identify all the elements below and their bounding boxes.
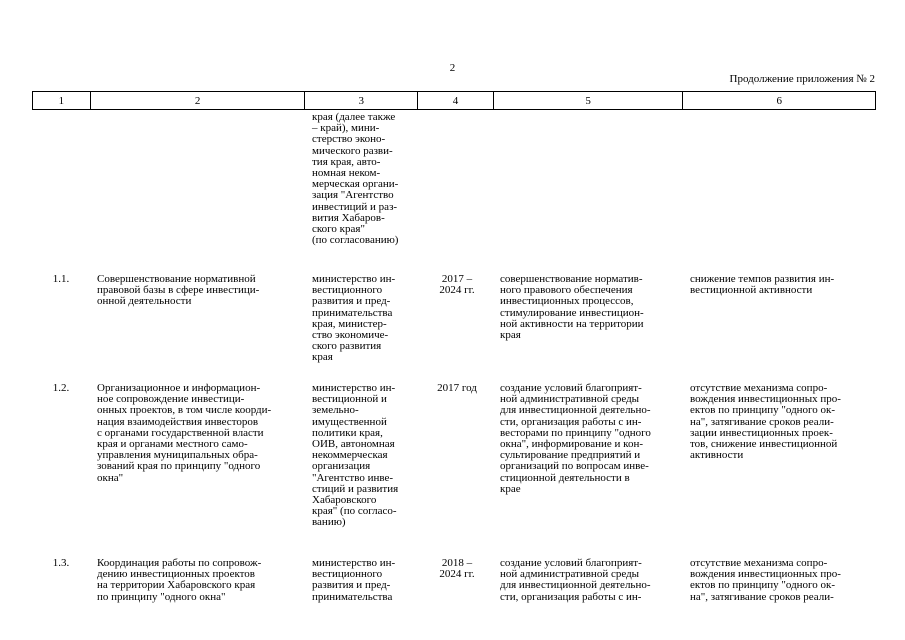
header-col-1: 1 xyxy=(33,92,91,109)
row-period: 2017 год xyxy=(437,382,477,394)
row-title: Организационное и информацион- ное сопровождение инвестици- онных проектов, в том числе коорди- нация взаимодействия инвесторов с органами государственной власти края и органами местного само- управления муниципальных обра- зований края по принципу "одного окна" xyxy=(97,382,272,484)
row-result: создание условий благоприят- ной административной среды для инвестиционной деятельно- сти, организация работы с ин- весторами по принципу "одного окна", информирование и кон- сультирование предприятий и организаций по вопросам инве- стиционной деятельности в крае xyxy=(500,382,651,495)
header-col-3: 3 xyxy=(305,92,418,109)
carryover-executors: края (далее также – край), мини- стерство эконо- мического разви- тия края, авто- номная неком- мерческая органи- зация "Агентство инвестиций и раз- вития Хабаров- ского края" (по согласованию) xyxy=(312,111,399,247)
row-result: создание условий благоприят- ной административной среды для инвестиционной деятельно- сти, организация работы с ин- xyxy=(500,557,651,603)
row-title: Совершенствование нормативной правовой базы в сфере инвестици- онной деятельности xyxy=(97,273,260,308)
row-title: Координация работы по сопровож- дению инвестиционных проектов на территории Хабаровского края по принципу "одного окна" xyxy=(97,557,262,603)
header-col-6: 6 xyxy=(776,95,782,107)
row-number: 1.2. xyxy=(52,382,70,394)
header-col-5: 5 xyxy=(494,92,684,109)
row-result: совершенствование норматив- ного правового обеспечения инвестиционных процессов, стимулирование инвестицион- ной активности на территории края xyxy=(500,273,644,342)
row-consequences: отсутствие механизма сопро- вождения инвестиционных про- ектов по принципу "одного ок- на", затягивание сроков реали- зации инвестиционных проек- тов, снижение инвестиционной активности xyxy=(690,382,841,462)
page-number: 2 xyxy=(449,62,456,74)
row-consequences: снижение темпов развития ин- вестиционной активности xyxy=(690,273,835,297)
row-consequences: отсутствие механизма сопро- вождения инвестиционных про- ектов по принципу "одного ок- на", затягивание сроков реали- xyxy=(690,557,841,603)
header-col-4: 4 xyxy=(418,92,494,109)
row-number: 1.3. xyxy=(52,557,70,569)
continuation-label: Продолжение приложения № 2 xyxy=(729,73,875,85)
table-header xyxy=(32,91,876,110)
row-executors: министерство ин- вестиционного развития и пред- принимательства края, министер- ство экономиче- ского развития края xyxy=(312,273,396,364)
row-executors: министерство ин- вестиционного развития и пред- принимательства xyxy=(312,557,396,603)
row-period: 2018 – 2024 гг. xyxy=(439,557,475,581)
row-executors: министерство ин- вестиционной и земельно- имущественной политики края, ОИВ, автономная некоммерческая организация "Агентство инве- стиций и развития Хабаровского края" (по согласо- ванию) xyxy=(312,382,399,529)
row-period: 2017 – 2024 гг. xyxy=(439,273,475,297)
row-number: 1.1. xyxy=(52,273,70,285)
header-col-2: 2 xyxy=(91,92,305,109)
